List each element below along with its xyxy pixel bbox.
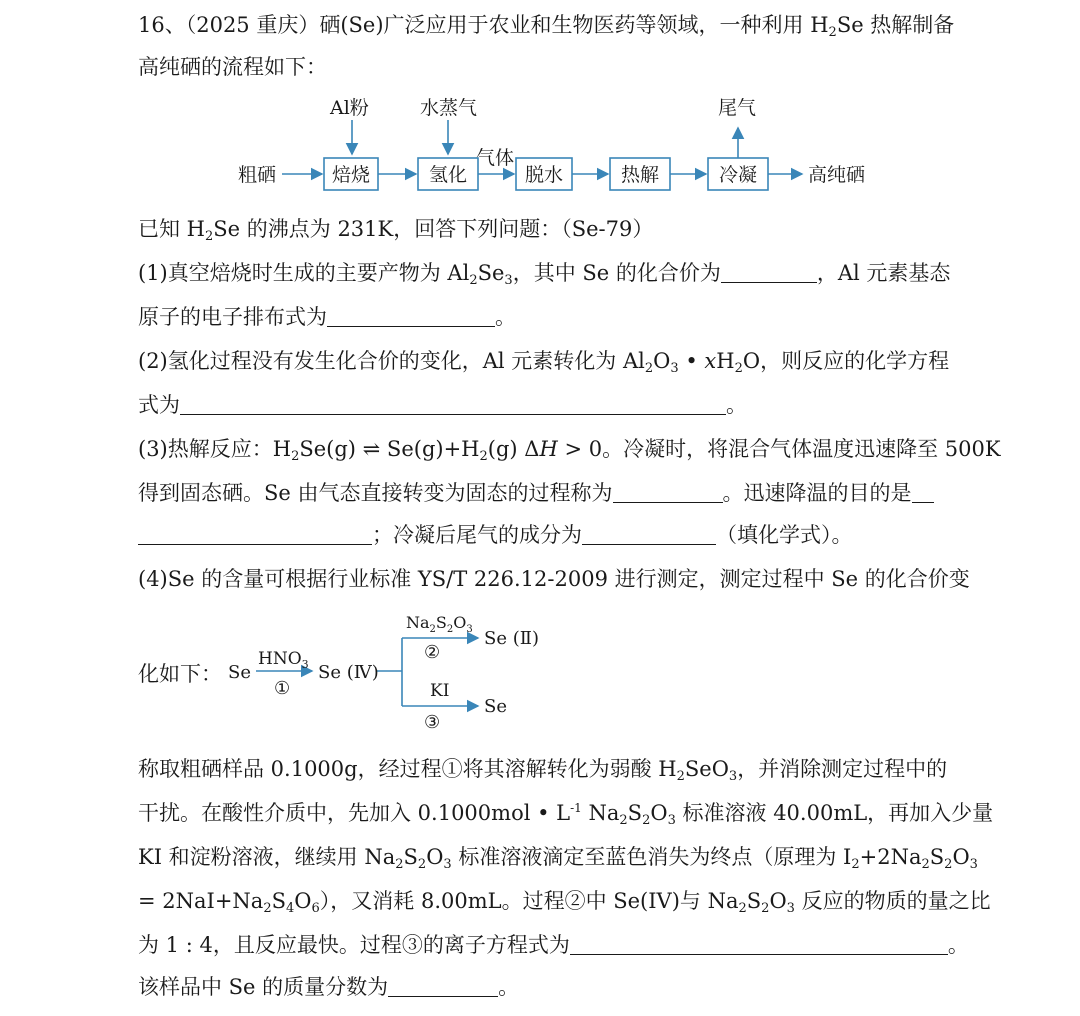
valence-diagram — [226, 604, 566, 736]
part-4-para-line-1: 称取粗硒样品 0.1000g，经过程①将其溶解转化为弱酸 $H_2SeO_3$，并消除测定过程中的 — [138, 757, 948, 784]
answer-blank-2[interactable] — [180, 392, 726, 415]
part-4-para-line-2: 干扰。在酸性介质中，先加入 0.1000mol • $L^{-1}$ $Na_2S_2O_3$ 标准溶液 40.00mL，再加入少量 — [138, 801, 994, 828]
part-3-line-1: (3)热解反应：$H_2Se(g)$ ⇌ $Se(g)+H_2(g) \Delta H > 0$。冷凝时，将混合气体温度迅速降至 500K — [138, 437, 1001, 464]
valence-reagent-ki: KI — [430, 681, 450, 701]
flow-box-label-2: 脱水 — [525, 164, 564, 186]
valence-product-se-ii: Se (Ⅱ) — [484, 628, 539, 649]
answer-blank-1a[interactable] — [721, 260, 817, 283]
valence-step-3: ③ — [424, 712, 441, 733]
answer-blank-1b[interactable] — [327, 304, 495, 327]
part-4-line-1: (4)Se 的含量可根据行业标准 YS/T 226.12-2009 进行测定，测定过程中 Se 的化合价变 — [138, 567, 970, 591]
answer-blank-3b[interactable] — [138, 522, 372, 545]
part-2-line-2: 式为 。 — [138, 393, 747, 417]
answer-blank-4a[interactable] — [570, 932, 948, 955]
flow-box-label-3: 热解 — [621, 164, 660, 186]
answer-blank-3b-start[interactable] — [912, 480, 934, 503]
part-2-line-1: (2)氢化过程没有发生化合价的变化，Al 元素转化为 $Al_2O_3$ • $xH_2O$，则反应的化学方程 — [138, 349, 950, 376]
valence-step-1: ① — [274, 678, 291, 699]
question-header: 16、（2025 重庆）硒(Se)广泛应用于农业和生物医药等领域，一种利用 $H_2Se$ 热解制备 — [138, 13, 955, 40]
flow-input-al: Al粉 — [330, 97, 369, 119]
part-1-line-1: (1)真空焙烧时生成的主要产物为 $Al_2Se_3$，其中 Se 的化合价为 ，Al 元素基态 — [138, 261, 951, 288]
valence-reagent-na2s2o3: $Na_2S_2O_3$ — [406, 613, 473, 635]
answer-blank-3a[interactable] — [613, 480, 723, 503]
flow-box-label-4: 冷凝 — [719, 164, 758, 186]
part-4-line-2: 化如下： — [138, 662, 222, 686]
flow-end: 高纯硒 — [808, 164, 866, 186]
part-4-para-line-6: 该样品中 Se 的质量分数为 。 — [138, 975, 520, 999]
answer-blank-3c[interactable] — [582, 522, 716, 545]
flow-input-steam: 水蒸气 — [420, 97, 478, 119]
question-intro: 高纯硒的流程如下： — [138, 55, 327, 79]
valence-se: Se — [228, 662, 251, 683]
flow-start: 粗硒 — [238, 164, 277, 186]
part-3-line-3: ；冷凝后尾气的成分为 （填化学式）。 — [138, 520, 980, 550]
part-1-line-2: 原子的电子排布式为 。 — [138, 305, 516, 329]
valence-se-iv: Se (Ⅳ) — [318, 662, 379, 683]
process-flow-diagram — [230, 88, 890, 200]
valence-reagent-hno3: $HNO_3$ — [258, 649, 309, 671]
flow-gas-label: 气体 — [476, 147, 515, 169]
part-4-para-line-4: = $2NaI+Na_2S_4O_6$），又消耗 8.00mL。过程②中 Se(IV)与 $Na_2S_2O_3$ 反应的物质的量之比 — [138, 889, 991, 916]
known-info: 已知 $H_2Se$ 的沸点为 231K，回答下列问题：（Se-79） — [138, 217, 654, 244]
flow-box-label-1: 氢化 — [429, 164, 468, 186]
valence-product-se: Se — [484, 696, 507, 717]
valence-step-2: ② — [424, 642, 441, 663]
answer-blank-4b[interactable] — [388, 974, 498, 997]
flow-box-label-0: 焙烧 — [332, 164, 371, 186]
flow-tail-gas: 尾气 — [718, 97, 757, 119]
part-3-line-2: 得到固态硒。Se 由气态直接转变为固态的过程称为 。迅速降温的目的是 — [138, 478, 980, 508]
part-4-para-line-3: KI 和淀粉溶液，继续用 $Na_2S_2O_3$ 标准溶液滴定至蓝色消失为终点（原理为 $I_2+2Na_2S_2O_3$ — [138, 845, 978, 872]
part-4-para-line-5: 为 1 : 4，且反应最快。过程③的离子方程式为 。 — [138, 933, 969, 957]
